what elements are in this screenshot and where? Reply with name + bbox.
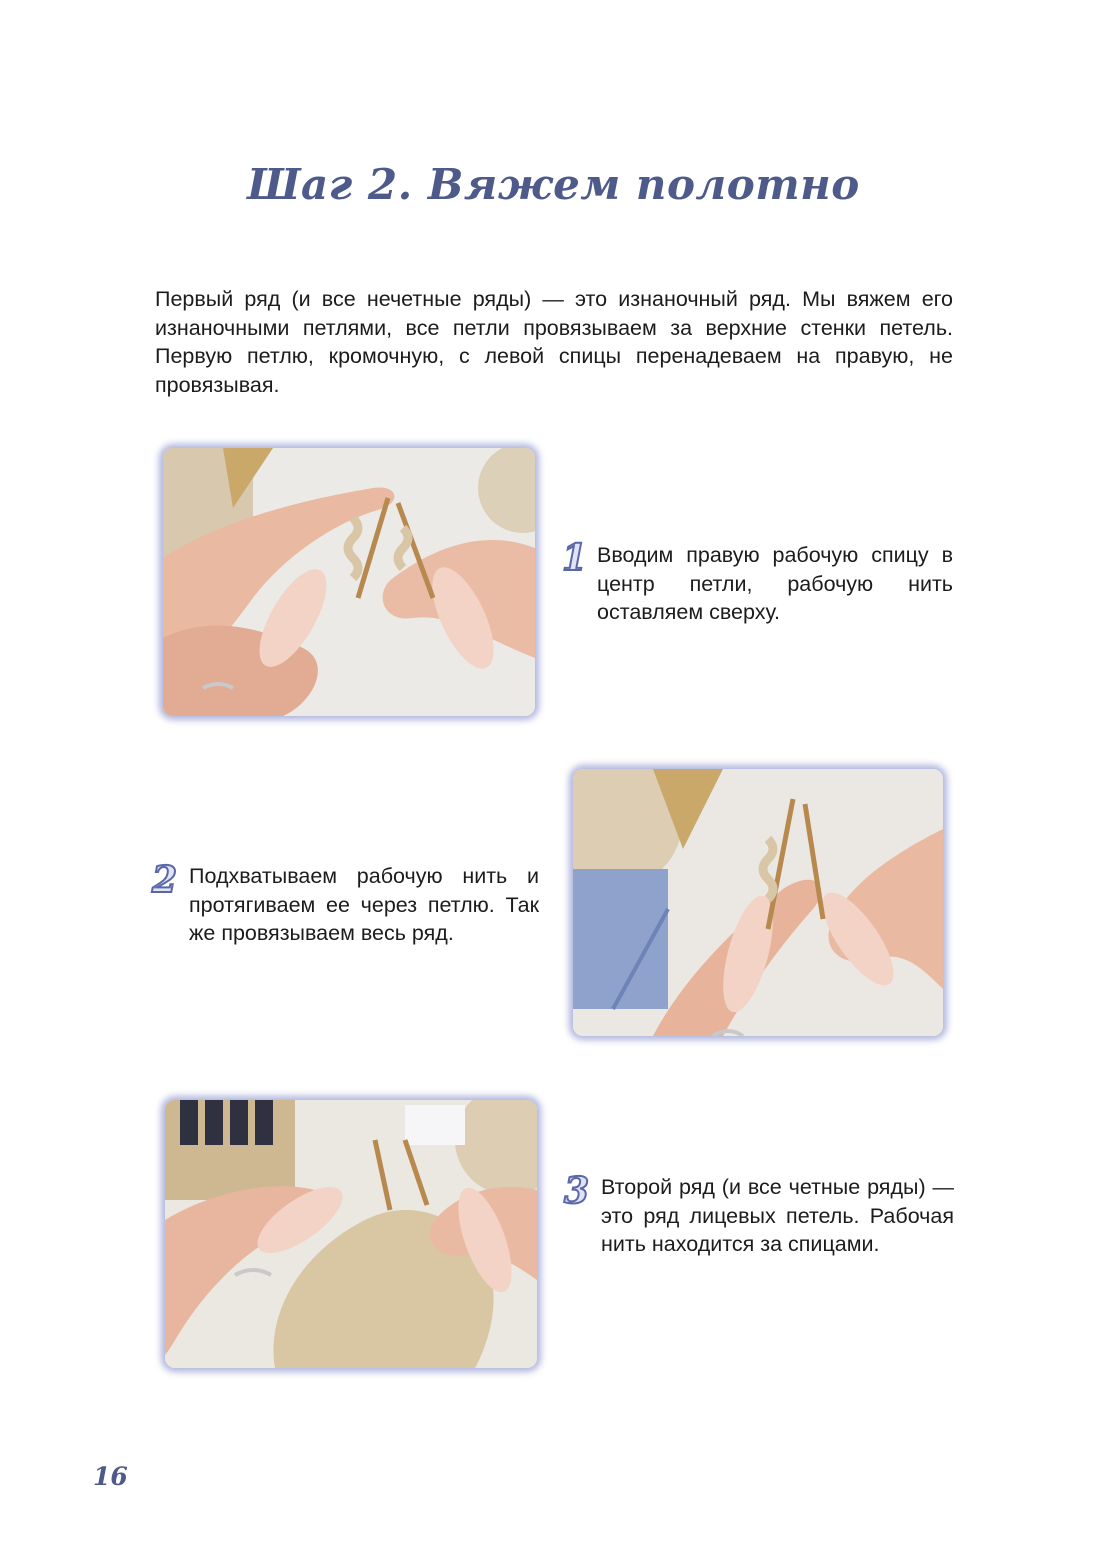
step-2-text: Подхватываем рабочую нить и протягиваем ее через петлю. Так же провязываем весь ряд.	[189, 864, 539, 945]
knitting-photo-3	[165, 1100, 537, 1368]
step-number-3: 3	[564, 1170, 590, 1212]
knitting-photo-2	[573, 769, 943, 1036]
page-number: 16	[93, 1462, 128, 1491]
step-3-text: Второй ряд (и все четные ряды) — это ряд лицевых петель. Рабочая нить находится за спицами.	[601, 1175, 954, 1256]
intro-paragraph: Первый ряд (и все нечетные ряды) — это изнаночный ряд. Мы вяжем его изнаночными петлями, все петли провязываем за верхние стенки петель. Первую петлю, кромочную, с левой спицы перенадеваем на правую, не провязывая.	[155, 287, 953, 397]
step-number-2: 2	[152, 859, 178, 901]
page-title: Шаг 2. Вяжем полотно	[247, 160, 860, 209]
knitting-photo-1	[163, 448, 535, 716]
step-number-1: 1	[562, 537, 588, 579]
step-1-text: Вводим правую рабочую спицу в центр петли, рабочую нить оставляем сверху.	[597, 543, 953, 624]
